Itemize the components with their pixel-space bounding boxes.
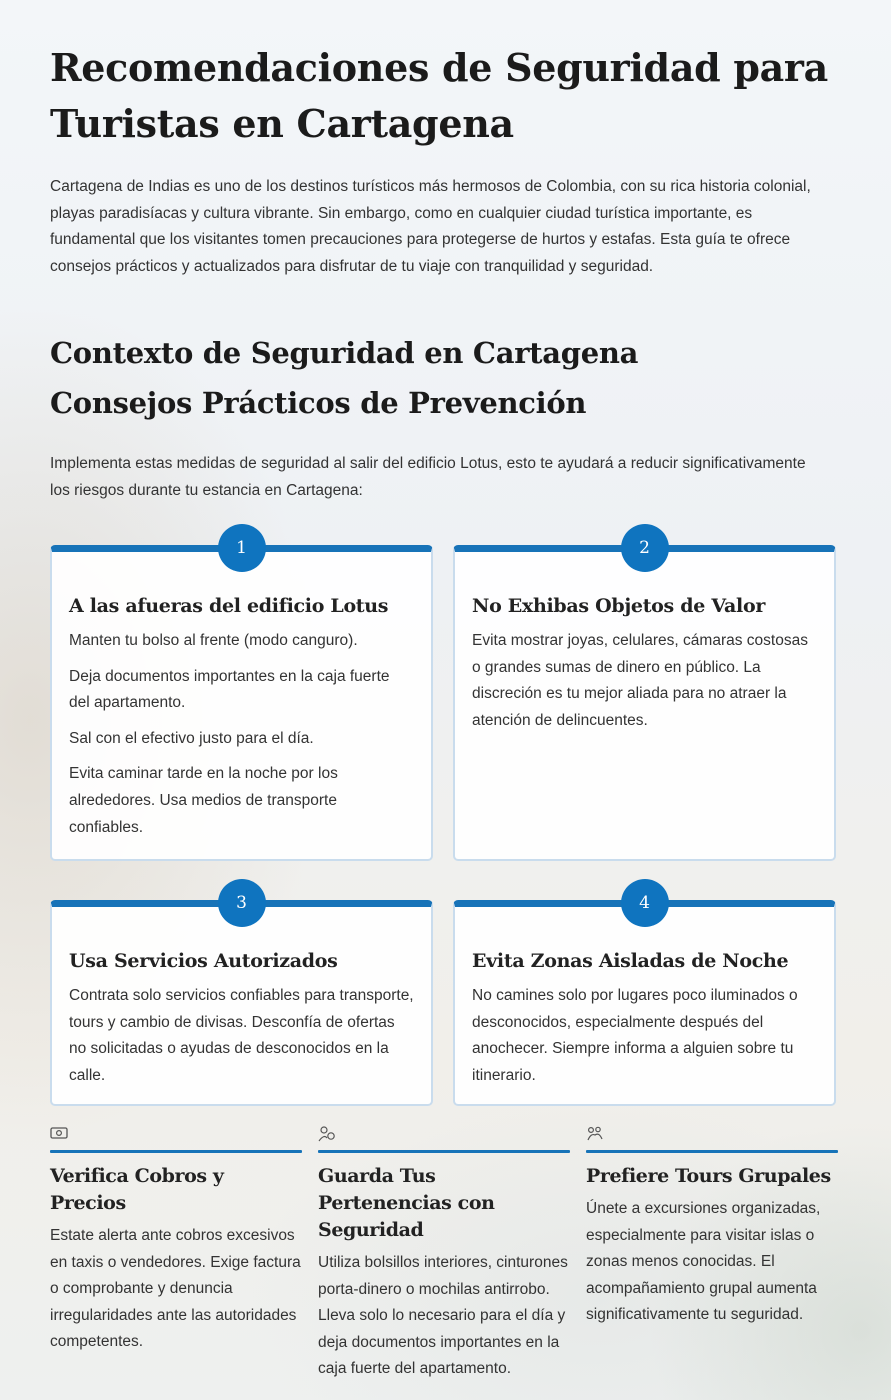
card-paragraph: Evita mostrar joyas, celulares, cámaras costosas o grandes sumas de dinero en público. La discreción es tu mejor aliada para no atraer la atención de delincuentes. (472, 632, 808, 729)
card-paragraph: Sal con el efectivo justo para el día. (69, 729, 314, 747)
group-icon (586, 1126, 838, 1144)
card-paragraph: No camines solo por lugares poco iluminados o desconocidos, especialmente después del anochecer. Siempre informa a alguien sobre tu itinerario. (472, 987, 798, 1084)
section-title-context: Contexto de Seguridad en Cartagena (50, 336, 639, 370)
tip-text: Estate alerta ante cobros excesivos en taxis o vendedores. Exige factura o comprobante y denuncia irregularidades ante las autoridades competentes. (50, 1227, 301, 1351)
card-number-badge: 3 (218, 879, 266, 927)
tips-lead: Implementa estas medidas de seguridad al salir del edificio Lotus, esto te ayudará a reducir significativamente los riesgos durante tu estancia en Cartagena: (50, 455, 806, 499)
tip-divider (586, 1150, 838, 1153)
tip-column-1 (50, 1126, 302, 1356)
card-title: Usa Servicios Autorizados (69, 950, 338, 972)
card-number-badge: 4 (621, 879, 669, 927)
tip-title: Verifica Cobros y Precios (50, 1165, 224, 1214)
tip-column-3 (586, 1126, 838, 1329)
tip-card-2 (453, 538, 836, 861)
card-paragraph: Contrata solo servicios confiables para transporte, tours y cambio de divisas. Desconfía de ofertas no solicitadas o ayudas de desconocidos en la calle. (69, 987, 414, 1084)
card-number-badge: 1 (218, 524, 266, 572)
tip-text: Utiliza bolsillos interiores, cinturones porta-dinero o mochilas antirrobo. Lleva solo lo necesario para el día y deja documentos importantes en la caja fuerte del apartamento. (318, 1254, 568, 1378)
tip-card-1 (50, 538, 433, 861)
card-title: Evita Zonas Aisladas de Noche (472, 950, 789, 972)
intro-paragraph: Cartagena de Indias es uno de los destinos turísticos más hermosos de Colombia, con su rica historia colonial, playas paradisíacas y cultura vibrante. Sin embargo, como en cualquier ciudad turística importante, es fundamental que los visitantes tomen precauciones para protegerse de hurtos y estafas. Esta guía te ofrece consejos prácticos y actualizados para disfrutar de tu viaje con tranquilidad y seguridad. (50, 178, 811, 275)
tip-divider (318, 1150, 570, 1153)
tip-title: Guarda Tus Pertenencias con Seguridad (318, 1165, 495, 1241)
section-title-tips: Consejos Prácticos de Prevención (50, 386, 587, 420)
money-icon (50, 1126, 302, 1144)
tip-text: Únete a excursiones organizadas, especialmente para visitar islas o zonas menos conocidas. El acompañamiento grupal aumenta significativamente tu seguridad. (586, 1200, 821, 1324)
tip-title: Prefiere Tours Grupales (586, 1165, 831, 1187)
card-paragraph: Deja documentos importantes en la caja fuerte del apartamento. (69, 667, 390, 712)
card-paragraph: Evita caminar tarde en la noche por los alrededores. Usa medios de transporte confiables. (69, 765, 338, 836)
card-paragraph: Manten tu bolso al frente (modo canguro). (69, 632, 358, 649)
card-number-badge: 2 (621, 524, 669, 572)
tip-column-2 (318, 1126, 570, 1383)
tip-divider (50, 1150, 302, 1153)
card-title: No Exhibas Objetos de Valor (472, 595, 766, 617)
card-title: A las afueras del edificio Lotus (69, 595, 389, 617)
page-title: Recomendaciones de Seguridad para Turistas en Cartagena (50, 45, 828, 146)
tip-card-4 (453, 893, 836, 1106)
tip-card-3 (50, 893, 433, 1106)
people-icon (318, 1126, 570, 1144)
